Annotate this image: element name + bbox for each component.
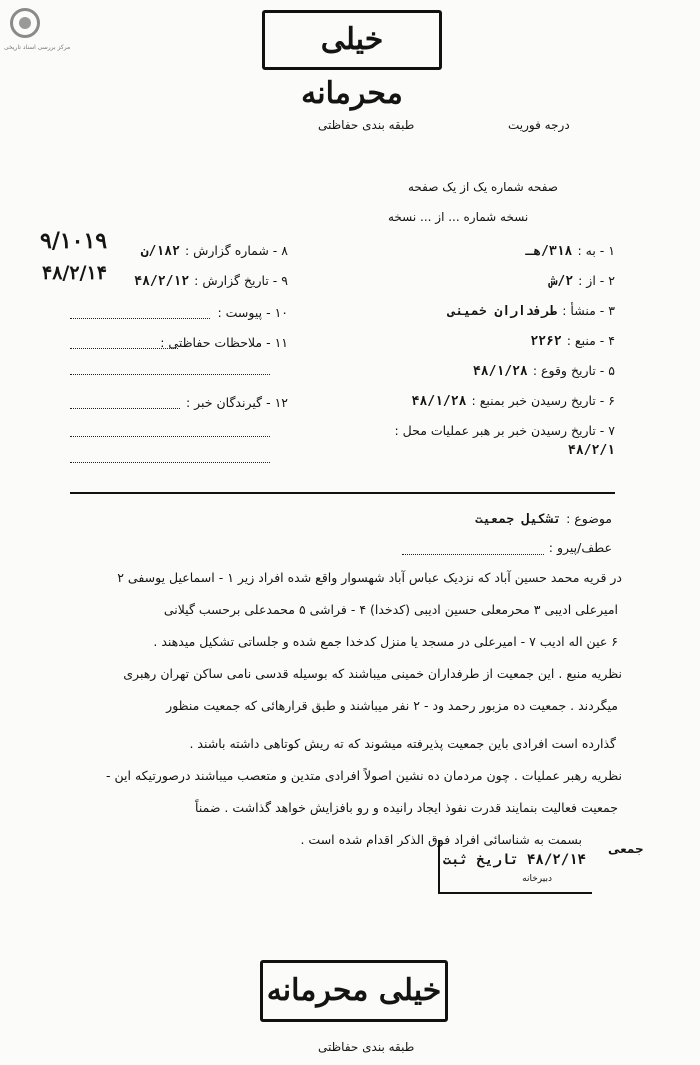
registration-seal <box>438 840 592 894</box>
body-line-1: در قریه محمد حسین آباد که نزدیک عباس آباد شهسوار واقع شده افراد زیر ۱ - اسماعیل یوسفی ۲ <box>117 570 622 585</box>
page-number-line: صفحه شماره یک از یک صفحه <box>408 180 558 194</box>
field-10-line <box>70 318 210 319</box>
field-11-label: ۱۱ - ملاحظات حفاظتی : <box>160 335 288 350</box>
seal-subtext: دبیرخانه <box>522 874 552 884</box>
header-divider <box>70 492 615 494</box>
top-classification-stamp: خیلی محرمانه <box>262 10 442 70</box>
field-8-value: ۱۸۲/ن <box>140 244 180 259</box>
footer-classification-label: طبقه بندی حفاظتی <box>318 1040 415 1054</box>
field-8-label: ۸ - شماره گزارش : <box>184 243 288 258</box>
field-4-label: ۴ - منبع : <box>566 333 615 348</box>
field-4 <box>380 330 615 349</box>
field-4-value: ۲۲۶۲ <box>530 334 562 349</box>
field-5-label: ۵ - تاریخ وقوع : <box>532 363 615 378</box>
seal-text: ۴۸/۲/۱۴ تاریخ ثبت <box>442 852 586 868</box>
body-line-9: بسمت به شناسائی افراد فوق الذکر اقدام شده است . <box>300 832 582 847</box>
field-9-value: ۴۸/۲/۱۲ <box>134 274 190 289</box>
priority-label: درجه فوریت <box>508 118 570 132</box>
field-3 <box>380 300 615 319</box>
field-2-value: ۲/ش <box>549 274 574 289</box>
handwritten-date: ۴۸/۲/۱۴ <box>42 262 107 284</box>
subject-label: موضوع : <box>566 511 612 526</box>
field-1-value: ۳۱۸/هـ <box>525 244 573 259</box>
field-3-value: طرفداران خمینی <box>447 304 558 319</box>
body-line-5: میگردند . جمعیت ده مزبور رحمد ود - ۲ نفر میباشند و طبق قرارهائی که جمعیت منظور <box>166 698 618 713</box>
subject-value: تشکیل جمعیت <box>474 512 562 527</box>
field-1-label: ۱ - به : <box>577 243 615 258</box>
field-12-label: ۱۲ - گیرندگان خبر : <box>185 395 288 410</box>
field-5 <box>380 360 615 379</box>
body-line-7: نظریه رهبر عملیات . چون مردمان ده نشین اصولاً افرادی متدین و متعصب میباشند درصورتیکه این - <box>106 768 622 783</box>
field-12-line <box>70 408 180 409</box>
field-7-label: ۷ - تاریخ رسیدن خبر بر هبر عملیات محل : <box>394 423 615 438</box>
field-12-line-3 <box>70 462 270 463</box>
body-line-6: گذارده است افرادی باین جمعیت پذیرفته میشوند که ته ریش کوتاهی داشته باشند . <box>189 736 616 751</box>
field-5-value: ۴۸/۱/۲۸ <box>472 364 528 379</box>
logo-text: مرکز بررسی اسناد تاریخی <box>4 44 71 51</box>
field-7-value: ۴۸/۲/۱ <box>568 443 615 458</box>
body-line-3: ۶ عین اله ادیب ۷ - امیرعلی در مسجد یا منزل کدخدا جمع شده و جلساتی تشکیل میدهند . <box>153 634 618 649</box>
field-9-label: ۹ - تاریخ گزارش : <box>194 273 288 288</box>
field-7 <box>345 420 615 458</box>
body-line-2: امیرعلی ادیبی ۳ محرمعلی حسین ادیبی (کدخدا) ۴ - فراشی ۵ محمدعلی برحسب گیلانی <box>163 602 618 617</box>
body-line-8: جمعیت فعالیت بنمایند قدرت نفوذ ایجاد رانیده و رو بافزایش خواهد گذاشت . ضمناً <box>195 800 618 815</box>
field-6-value: ۴۸/۱/۲۸ <box>411 394 467 409</box>
margin-note: جمعی <box>608 842 644 856</box>
field-11-line <box>70 348 178 349</box>
field-3-label: ۳ - منشأ : <box>562 303 615 318</box>
classification-label: طبقه بندی حفاظتی <box>318 118 415 132</box>
field-10-label: ۱۰ - پیوست : <box>217 305 288 320</box>
subject-line <box>400 508 612 527</box>
copy-number-line: نسخه شماره ... از ... نسخه <box>388 210 529 224</box>
field-1 <box>380 240 615 259</box>
bottom-classification-stamp: خیلی محرمانه <box>260 960 448 1022</box>
field-12-line-2 <box>70 436 270 437</box>
reference-line <box>402 554 544 555</box>
body-line-4: نظریه منبع . این جمعیت از طرفداران خمینی میباشند که بوسیله قدسی نامی ساکن تهران رهبری <box>123 666 622 681</box>
field-2-label: ۲ - از : <box>578 273 615 288</box>
field-2 <box>380 270 615 289</box>
archive-logo-icon <box>10 8 40 38</box>
archive-logo <box>4 6 124 56</box>
field-6 <box>370 390 615 409</box>
field-11-line-2 <box>70 374 270 375</box>
reference-label: عطف/پیرو : <box>548 540 612 555</box>
handwritten-number: ۹/۱۰۱۹ <box>40 228 108 254</box>
field-6-label: ۶ - تاریخ رسیدن خبر بمنبع : <box>471 393 615 408</box>
